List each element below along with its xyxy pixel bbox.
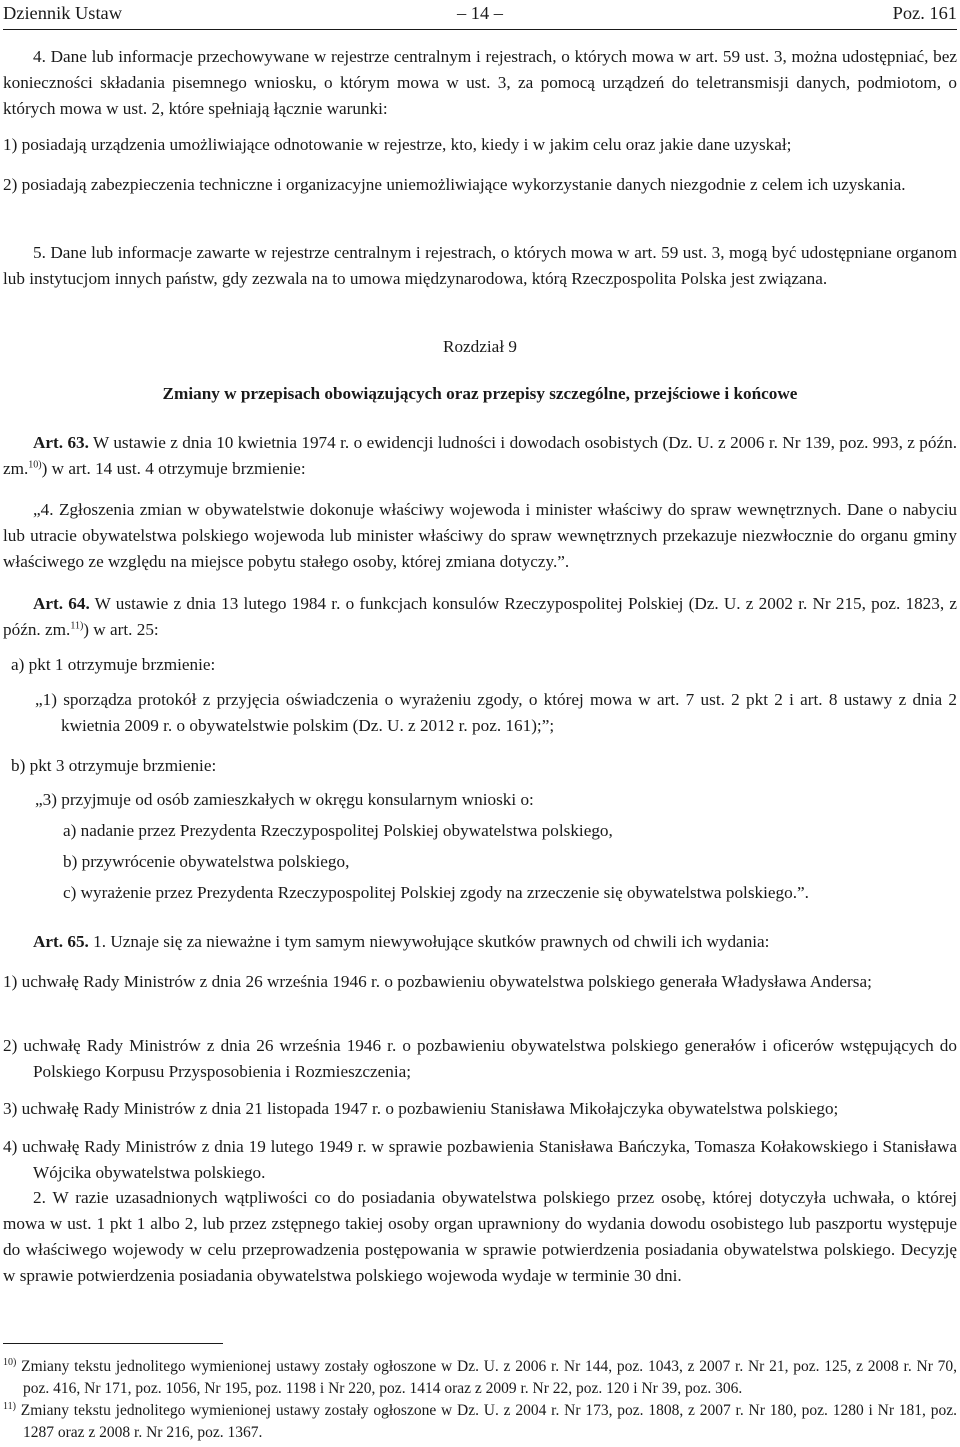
footnote-rule bbox=[3, 1343, 223, 1344]
footnote-10-text: Zmiany tekstu jednolitego wymienionej ustawy zostały ogłoszone w Dz. U. z 2006 r. Nr 144, poz. 1043, z 2007 r. Nr 21, poz. 125, z 2008 r. Nr 70, poz. 416, Nr 171, poz. 1056, Nr 195, poz. 1198 i Nr 220, poz. 1414 oraz z 2009 r. Nr 22, poz. 120 i Nr 39, poz. 306. bbox=[16, 1358, 957, 1397]
paragraph-5: 5. Dane lub informacje zawarte w rejestrze centralnym i rejestrach, o których mowa w art. 59 ust. 3, mogą być udostępniane organom lub instytucjom innych państw, gdy zezwala na to umowa międzynarodowa, którą Rzeczpospolita Polska jest związana. bbox=[3, 243, 957, 288]
paragraph-4: 4. Dane lub informacje przechowywane w rejestrze centralnym i rejestrach, o których mowa w art. 59 ust. 3, można udostępniać, bez konieczności składania pisemnego wniosku, o którym mowa w ust. 3, za pomocą urządzeń do teletransmisji danych, podmiotom, o których mowa w ust. 2, które spełniają łącznie warunki: bbox=[3, 47, 957, 118]
page-number: – 14 – bbox=[457, 3, 503, 23]
position-number: Poz. 161 bbox=[892, 3, 957, 23]
article-64-a-intro: a) pkt 1 otrzymuje brzmienie: bbox=[11, 655, 216, 674]
para4-item-1: 1) posiadają urządzenia umożliwiające odnotowanie w rejestrze, kto, kiedy i w jakim celu oraz jakie dane uzyskał; bbox=[3, 135, 792, 154]
footnote-10 bbox=[3, 1356, 957, 1400]
article-65-item-3: 3) uchwałę Rady Ministrów z dnia 21 listopada 1947 r. o pozbawieniu Stanisława Mikołajczyka obywatelstwa polskiego; bbox=[3, 1099, 839, 1118]
article-64-b-item-c: c) wyrażenie przez Prezydenta Rzeczypospolitej Polskiej zgody na zrzeczenie się obywatelstwa polskiego.”. bbox=[63, 883, 809, 902]
article-63-quote: „4. Zgłoszenia zmian w obywatelstwie dokonuje właściwy wojewoda i minister właściwy do spraw wewnętrznych. Dane o nabyciu lub utracie obywatelstwa polskiego wojewoda lub minister właściwy do spraw wewnętrznych przekazuje niezwłocznie do organu gminy właściwego ze względu na miejsce pobytu stałego osoby, której zmiana dotyczy.”. bbox=[3, 500, 957, 571]
article-64-b-item-b: b) przywrócenie obywatelstwa polskiego, bbox=[63, 852, 350, 871]
footnote-ref-10: 10) bbox=[28, 459, 42, 471]
footnote-10-mark: 10) bbox=[3, 1356, 17, 1368]
page-header bbox=[3, 0, 957, 26]
article-64 bbox=[3, 591, 957, 643]
article-64-b-item-a: a) nadanie przez Prezydenta Rzeczypospolitej Polskiej obywatelstwa polskiego, bbox=[63, 821, 613, 840]
chapter-label: Rozdział 9 bbox=[443, 337, 517, 356]
article-64-label: Art. 64. bbox=[33, 594, 90, 613]
footnote-ref-11: 11) bbox=[70, 620, 84, 632]
article-64-text-b: ) w art. 25: bbox=[83, 620, 159, 639]
article-65-text: 1. Uznaje się za nieważne i tym samym niewywołujące skutków prawnych od chwili ich wydania: bbox=[88, 932, 770, 951]
article-64-b-quote: „3) przyjmuje od osób zamieszkałych w okręgu konsularnym wnioski o: bbox=[35, 790, 534, 809]
article-64-a-quote: „1) sporządza protokół z przyjęcia oświadczenia o wyrażeniu zgody, o której mowa w art. 7 ust. 2 pkt 2 i art. 8 ustawy z dnia 2 kwietnia 2009 r. o obywatelstwie polskim (Dz. U. z 2012 r. poz. 161);”; bbox=[35, 690, 957, 735]
article-65-item-2: 2) uchwałę Rady Ministrów z dnia 26 września 1946 r. o pozbawieniu obywatelstwa polskiego generałów i oficerów wstępujących do Polskiego Korpusu Przysposobienia i Rozmieszczenia; bbox=[3, 1036, 957, 1081]
article-65-item-1: 1) uchwałę Rady Ministrów z dnia 26 września 1946 r. o pozbawieniu obywatelstwa polskiego generała Władysława Andersa; bbox=[3, 972, 872, 991]
para4-item-2: 2) posiadają zabezpieczenia techniczne i organizacyjne uniemożliwiające wykorzystanie danych niezgodnie z celem ich uzyskania. bbox=[3, 175, 906, 194]
article-63 bbox=[3, 430, 957, 482]
chapter-title: Zmiany w przepisach obowiązujących oraz przepisy szczególne, przejściowe i końcowe bbox=[162, 384, 798, 403]
header-rule bbox=[3, 29, 957, 30]
footnote-11 bbox=[3, 1400, 957, 1444]
article-65-paragraph-2: 2. W razie uzasadnionych wątpliwości co do posiadania obywatelstwa polskiego przez osobę, której dotyczyła uchwała, o której mowa w ust. 1 pkt 1 albo 2, lub przez zstępnego takiej osoby organ uprawniony do wydania dowodu osobistego lub paszportu występuje do właściwego wojewody w celu przeprowadzenia postępowania w sprawie potwierdzenia posiadania obywatelstwa polskiego. Decyzję w sprawie potwierdzenia posiadania obywatelstwa polskiego wojewoda wydaje w terminie 30 dni. bbox=[3, 1188, 957, 1285]
article-65-item-4: 4) uchwałę Rady Ministrów z dnia 19 lutego 1949 r. w sprawie pozbawienia Stanisława Bańczyka, Tomasza Kołakowskiego i Stanisława Wójcika obywatelstwa polskiego. bbox=[3, 1137, 957, 1182]
article-65 bbox=[3, 929, 957, 955]
journal-name: Dziennik Ustaw bbox=[3, 3, 123, 23]
article-64-text-a: W ustawie z dnia 13 lutego 1984 r. o funkcjach konsulów Rzeczypospolitej Polskiej (Dz. U. z 2002 r. Nr 215, poz. 1823, z późn. zm. bbox=[3, 594, 957, 639]
article-64-b-intro: b) pkt 3 otrzymuje brzmienie: bbox=[11, 756, 217, 775]
article-63-text-b: ) w art. 14 ust. 4 otrzymuje brzmienie: bbox=[41, 459, 306, 478]
article-65-label: Art. 65. bbox=[33, 932, 89, 951]
article-63-label: Art. 63. bbox=[33, 433, 89, 452]
article-63-text-a: W ustawie z dnia 10 kwietnia 1974 r. o ewidencji ludności i dowodach osobistych (Dz. U. z 2006 r. Nr 139, poz. 993, z późn. zm. bbox=[3, 433, 957, 478]
footnote-11-text: Zmiany tekstu jednolitego wymienionej ustawy zostały ogłoszone w Dz. U. z 2004 r. Nr 173, poz. 1808, z 2007 r. Nr 180, poz. 1280 i Nr 181, poz. 1287 oraz z 2008 r. Nr 216, poz. 1367. bbox=[15, 1402, 957, 1441]
footnote-11-mark: 11) bbox=[3, 1400, 16, 1412]
